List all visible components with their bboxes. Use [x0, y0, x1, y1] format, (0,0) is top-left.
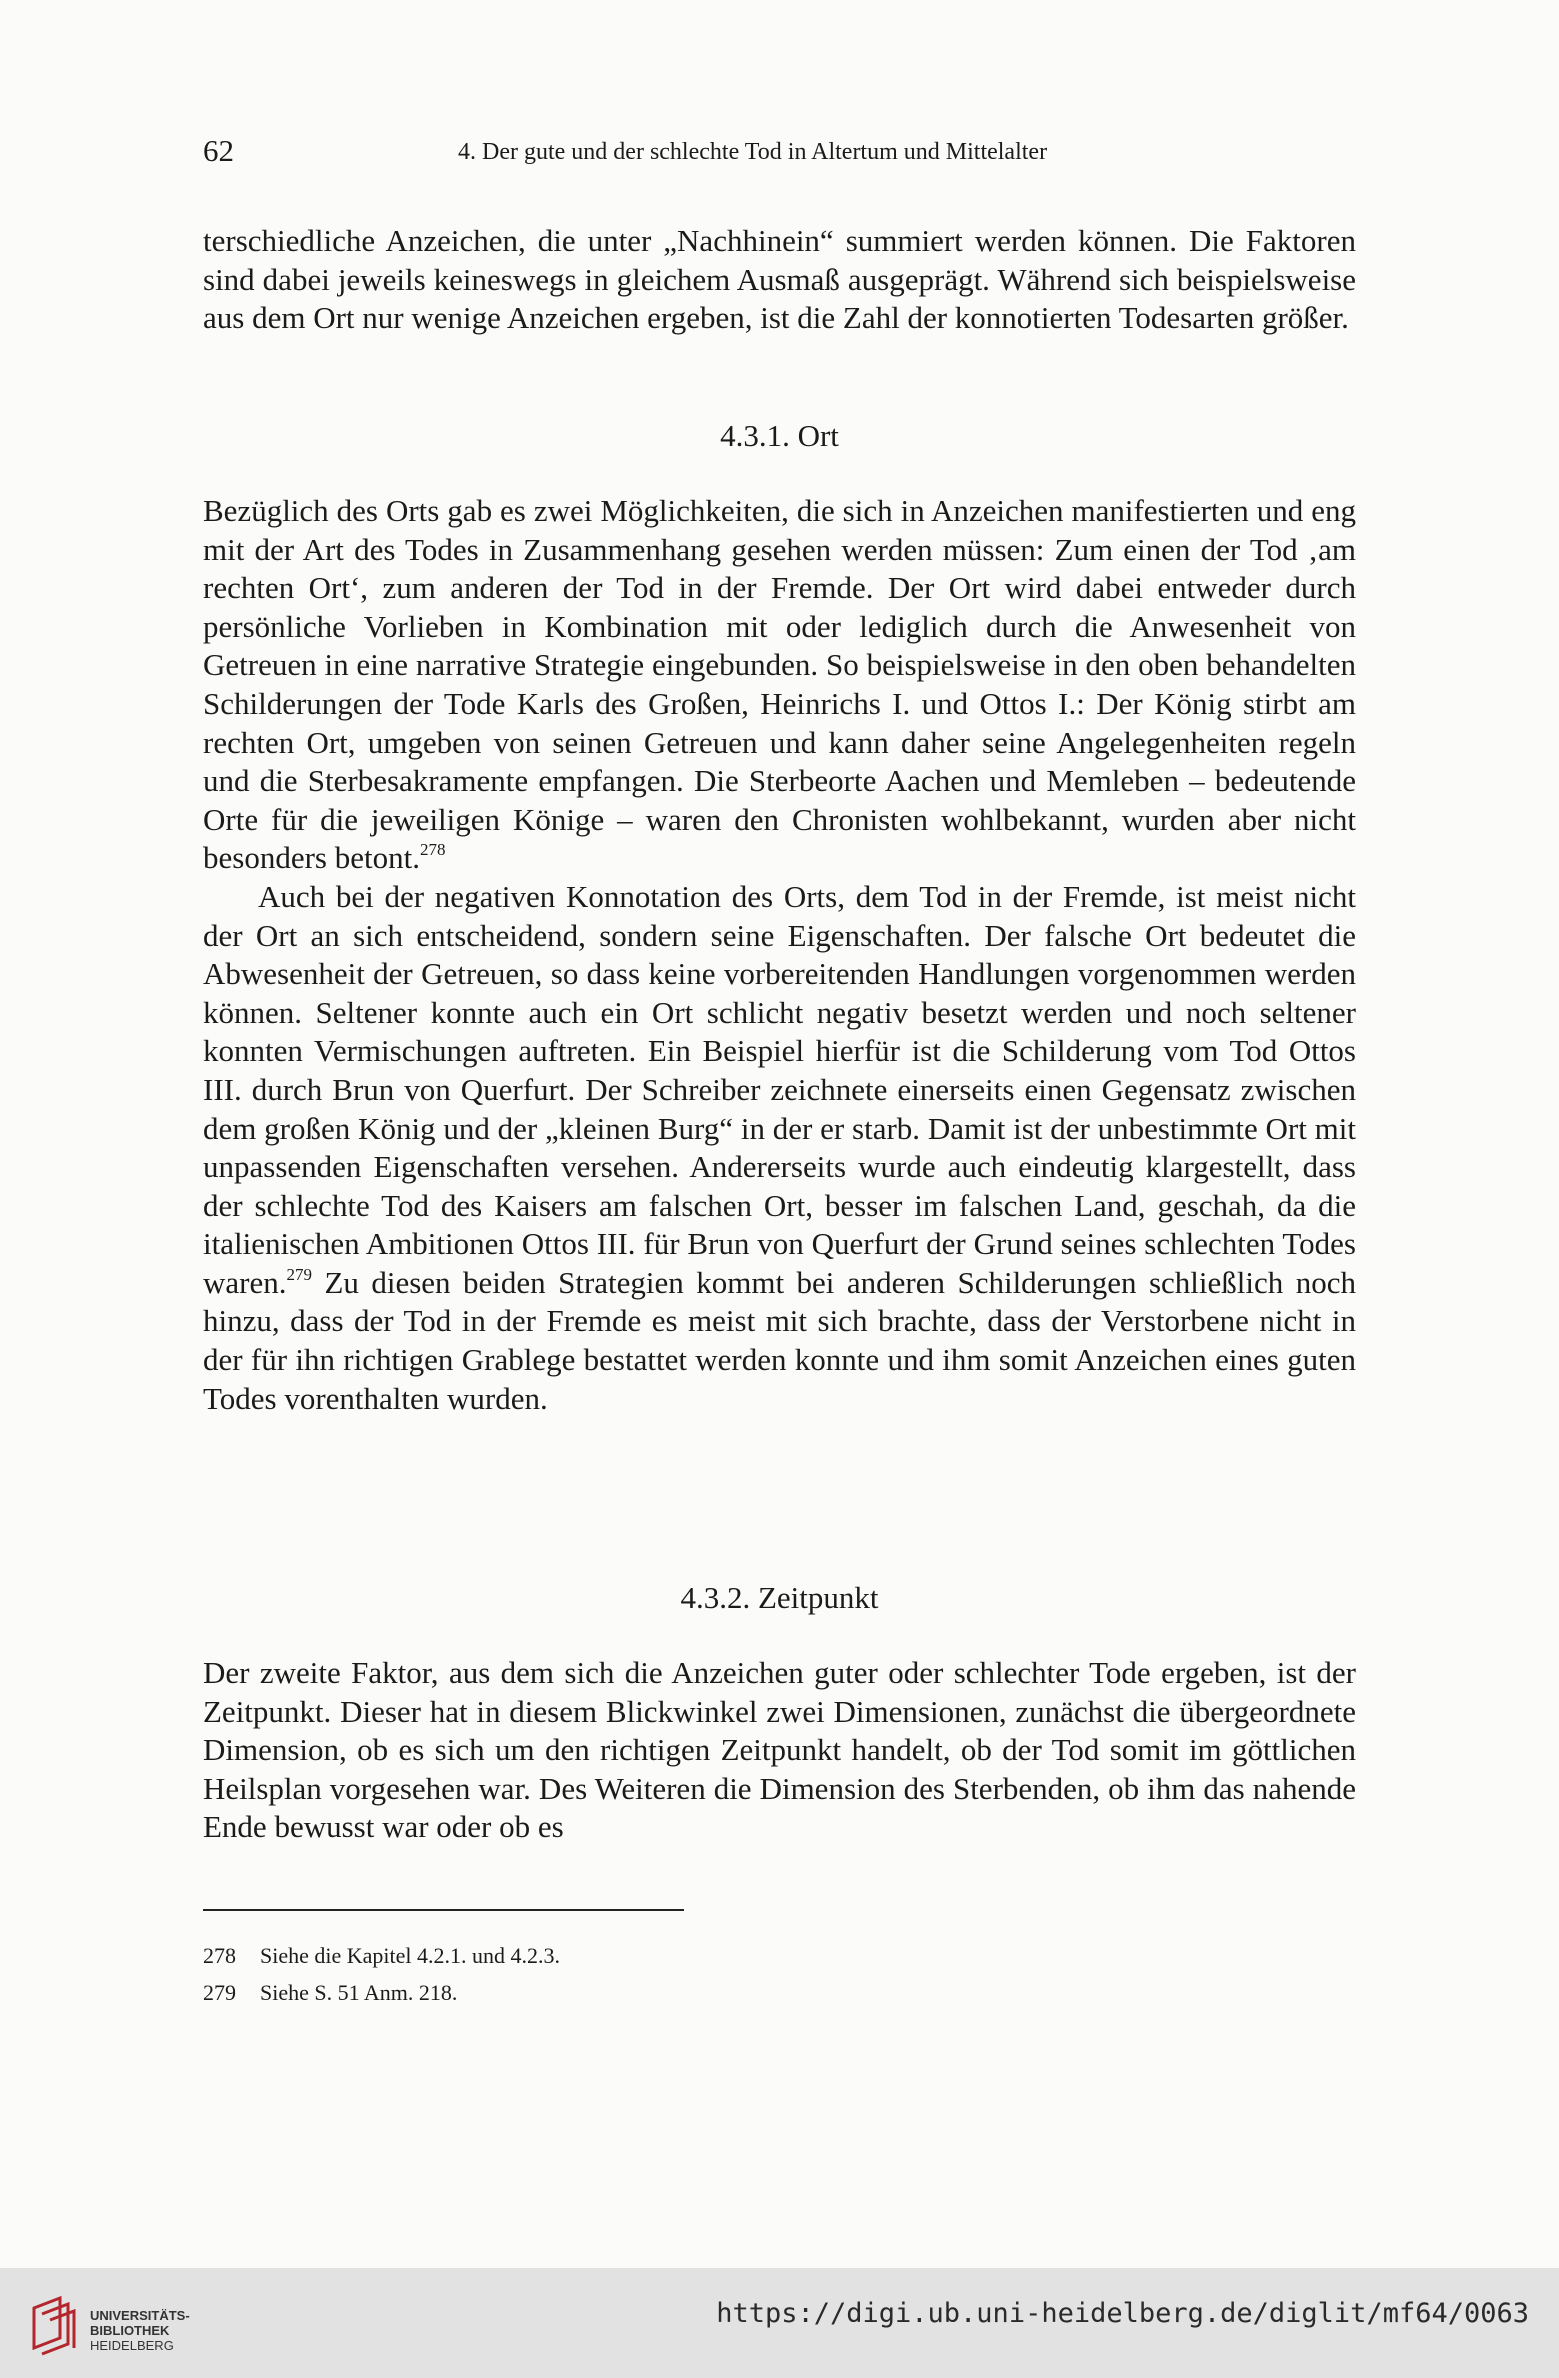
library-logo-icon [30, 2294, 78, 2356]
library-logo-text [90, 2308, 190, 2353]
intro-block [203, 222, 1356, 338]
paragraph-ort-2 [203, 878, 1356, 1418]
footnotes [203, 1937, 1356, 2011]
paragraph-text: Zu diesen beiden Strategien kommt bei anderen Schilderungen schließlich noch hinzu, dass der Tod in der Fremde es meist mit sich brachte, dass der Verstorbene nicht in der für ihn richtigen Grablege bestattet werden konnte und ihm somit Anzeichen eines guten Todes vorenthalten wurden. [203, 1264, 1356, 1416]
paragraph-zeitpunkt-1: Der zweite Faktor, aus dem sich die Anzeichen guter oder schlechter Tode ergeben, ist der Zeitpunkt. Dieser hat in diesem Blickwinkel zwei Dimensionen, zunächst die übergeordnete Dimension, ob es sich um den richtigen Zeitpunkt handelt, ob der Tod somit im göttlichen Heilsplan vorgesehen war. Des Weiteren die Dimension des Sterbenden, ob ihm das nahende Ende bewusst war oder ob es [203, 1655, 1356, 1845]
paragraph-ort-1 [203, 492, 1356, 878]
section-ort-body [203, 492, 1356, 1418]
viewer-footer [0, 2268, 1559, 2378]
section-heading-ort: 4.3.1. Ort [720, 418, 839, 453]
page-header [203, 133, 1356, 173]
section-heading-zeitpunkt: 4.3.2. Zeitpunkt [680, 1580, 879, 1615]
footnote-number: 279 [203, 1980, 236, 2005]
paragraph-text: Bezüglich des Orts gab es zwei Möglichkeiten, die sich in Anzeichen manifestierten und eng mit der Art des Todes in Zusammenhang gesehen werden müssen: Zum einen der Tod ‚am rechten Ort‘, zum anderen der Tod in der Fremde. Der Ort wird dabei entweder durch persönliche Vorlieben in Kombination mit oder lediglich durch die Anwesenheit von Getreuen in eine narrative Strategie eingebunden. So beispielsweise in den oben behandelten Schilderungen der Tode Karls des Großen, Heinrichs I. und Ottos I.: Der König stirbt am rechten Ort, umgeben von seinen Getreuen und kann daher seine Angelegenheiten regeln und die Sterbesakramente empfangen. Die Sterbeorte Aachen und Memleben – bedeutende Orte für die jeweiligen Könige – waren den Chronisten wohlbekannt, wurden aber nicht besonders betont. [203, 493, 1356, 876]
footnote-divider [203, 1909, 684, 1911]
footnote-279 [203, 1974, 1356, 2011]
logo-line: HEIDELBERG [90, 2338, 174, 2353]
intro-paragraph: terschiedliche Anzeichen, die unter „Nachhinein“ summiert werden können. Die Faktoren sind dabei jeweils keineswegs in gleichem Ausmaß ausgeprägt. Während sich beispielsweise aus dem Ort nur wenige Anzeichen ergeben, ist die Zahl der konnotierten Todesarten größer. [203, 223, 1356, 336]
running-head: 4. Der gute und der schlechte Tod in Altertum und Mittelalter [458, 139, 1048, 165]
logo-line: UNIVERSITÄTS- [90, 2308, 190, 2323]
footnote-text: Siehe S. 51 Anm. 218. [260, 1980, 458, 2005]
paragraph-text: Auch bei der negativen Konnotation des Orts, dem Tod in der Fremde, ist meist nicht der Ort an sich entscheidend, sondern seine Eigenschaften. Der falsche Ort bedeutet die Abwesenheit der Getreuen, so dass keine vorbereitenden Handlungen vorgenommen werden können. Seltener konnte auch ein Ort schlicht negativ besetzt werden und noch seltener konnten Vermischungen auftreten. Ein Beispiel hierfür ist die Schilderung vom Tod Ottos III. durch Brun von Querfurt. Der Schreiber zeichnete einerseits einen Gegensatz zwischen dem großen König und der „kleinen Burg“ in der er starb. Damit ist der unbestimmte Ort mit unpassenden Eigenschaften versehen. Andererseits wurde auch eindeutig klargestellt, dass der schlechte Tod des Kaisers am falschen Ort, besser im falschen Land, geschah, da die italienischen Ambitionen Ottos III. für Brun von Querfurt der Grund seines schlechten Todes waren. [203, 878, 1356, 1300]
footnote-number: 278 [203, 1943, 236, 1968]
footnote-ref-279[interactable]: 279 [286, 1264, 312, 1284]
library-logo[interactable] [30, 2284, 230, 2364]
footnote-ref-278[interactable]: 278 [419, 840, 446, 860]
section-zeitpunkt-body [203, 1654, 1356, 1847]
page-number: 62 [203, 133, 234, 168]
logo-line: BIBLIOTHEK [90, 2323, 170, 2338]
footnote-text: Siehe die Kapitel 4.2.1. und 4.2.3. [260, 1943, 561, 1968]
permalink-url[interactable]: https://digi.ub.uni-heidelberg.de/diglit/mf64/0063 [716, 2298, 1529, 2329]
footnote-278 [203, 1937, 1356, 1974]
